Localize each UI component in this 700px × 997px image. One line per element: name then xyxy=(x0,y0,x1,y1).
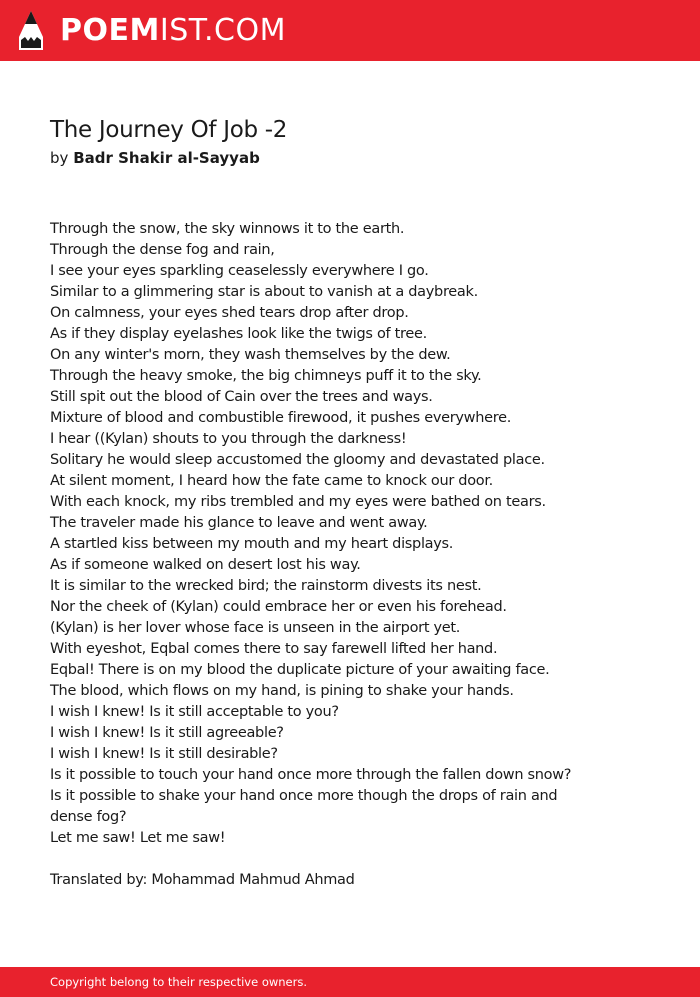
poem-line: As if they display eyelashes look like the twigs of tree. xyxy=(50,326,427,342)
poem-line: Let me saw! Let me saw! xyxy=(50,830,226,846)
poem-line: With each knock, my ribs trembled and my eyes were bathed on tears. xyxy=(50,494,546,510)
author-name[interactable]: Badr Shakir al-Sayyab xyxy=(73,149,260,167)
poem-line: Through the snow, the sky winnows it to the earth. xyxy=(50,221,405,237)
poem-line: Through the heavy smoke, the big chimneys puff it to the sky. xyxy=(50,368,482,384)
logo-light-text: IST.COM xyxy=(159,13,286,48)
poem-line: Is it possible to shake your hand once more though the drops of rain and xyxy=(50,788,558,804)
poem-line: I wish I knew! Is it still agreeable? xyxy=(50,725,284,741)
poem-line: On calmness, your eyes shed tears drop after drop. xyxy=(50,305,409,321)
poem-line: On any winter's morn, they wash themselves by the dew. xyxy=(50,347,451,363)
poem-line: Solitary he would sleep accustomed the gloomy and devastated place. xyxy=(50,452,545,468)
byline xyxy=(50,149,260,167)
poem-line: (Kylan) is her lover whose face is unseen in the airport yet. xyxy=(50,620,461,636)
poem-line: Mixture of blood and combustible firewood, it pushes everywhere. xyxy=(50,410,511,426)
logo-wordmark xyxy=(60,10,286,52)
logo-bold-text: POEM xyxy=(60,13,160,48)
poem-line: The blood, which flows on my hand, is pining to shake your hands. xyxy=(50,683,514,699)
copyright-text: Copyright belong to their respective owners. xyxy=(50,975,308,989)
poem-line: It is similar to the wrecked bird; the rainstorm divests its nest. xyxy=(50,578,482,594)
poem-line: Similar to a glimmering star is about to vanish at a daybreak. xyxy=(50,284,478,300)
poem-line: At silent moment, I heard how the fate came to knock our door. xyxy=(50,473,493,489)
by-label: by xyxy=(50,149,69,167)
poem-line: I see your eyes sparkling ceaselessly everywhere I go. xyxy=(50,263,429,279)
poem-line: dense fog? xyxy=(50,809,127,825)
poem-line: Through the dense fog and rain, xyxy=(50,242,275,258)
poem-line: The traveler made his glance to leave and went away. xyxy=(50,515,428,531)
poemist-logo[interactable] xyxy=(16,10,286,52)
poem-line: Still spit out the blood of Cain over the trees and ways. xyxy=(50,389,433,405)
translator-credit: Translated by: Mohammad Mahmud Ahmad xyxy=(50,872,355,888)
poem-line: With eyeshot, Eqbal comes there to say farewell lifted her hand. xyxy=(50,641,498,657)
poem-line: I wish I knew! Is it still desirable? xyxy=(50,746,278,762)
poem-line: A startled kiss between my mouth and my heart displays. xyxy=(50,536,454,552)
footer-bar xyxy=(0,967,700,997)
poem-title: The Journey Of Job -2 xyxy=(50,117,288,143)
poem-line: I hear ((Kylan) shouts to you through the darkness! xyxy=(50,431,407,447)
poem-line: As if someone walked on desert lost his way. xyxy=(50,557,361,573)
poem-line: Eqbal! There is on my blood the duplicate picture of your awaiting face. xyxy=(50,662,550,678)
pencil-icon xyxy=(16,10,46,52)
poem-body xyxy=(50,219,590,849)
poem-line: I wish I knew! Is it still acceptable to you? xyxy=(50,704,339,720)
poem-line: Is it possible to touch your hand once more through the fallen down snow? xyxy=(50,767,572,783)
poem-line: Nor the cheek of (Kylan) could embrace her or even his forehead. xyxy=(50,599,507,615)
header-bar xyxy=(0,0,700,61)
